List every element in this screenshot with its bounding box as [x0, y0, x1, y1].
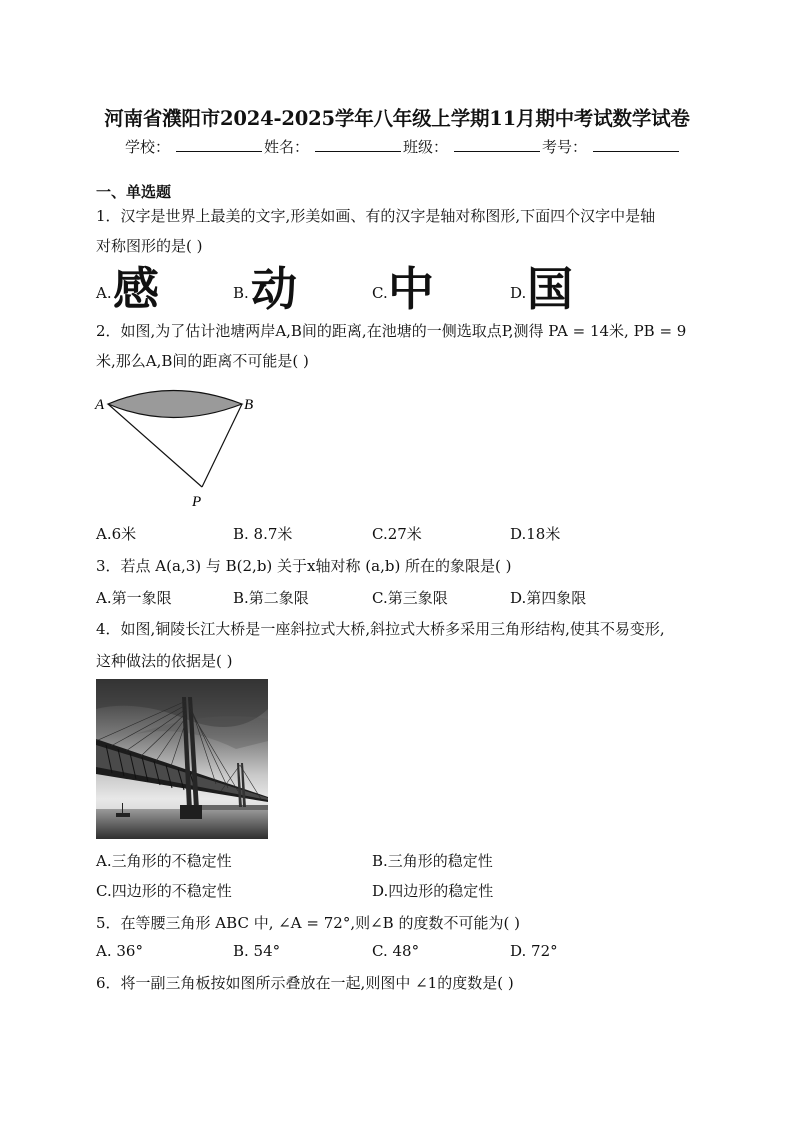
- page-title: 河南省濮阳市2024-2025学年八年级上学期11月期中考试数学试卷: [104, 107, 690, 130]
- pond-figure: [92, 385, 264, 513]
- q4-option-c: C.四边形的不稳定性: [96, 882, 232, 900]
- q1-option-c-char: 中: [388, 262, 434, 316]
- question-6-line-1: 6．将一副三角板按如图所示叠放在一起,则图中 ∠1的度数是( ): [96, 974, 514, 992]
- question-1-line-1: 1．汉字是世界上最美的文字,形美如画、有的汉字是轴对称图形,下面四个汉字中是轴: [96, 207, 656, 225]
- q3-option-c: C.第三象限: [372, 589, 448, 607]
- section-heading: 一、单选题: [96, 183, 172, 201]
- q2-option-b: B. 8.7米: [233, 525, 293, 543]
- point-p-label: P: [192, 494, 202, 510]
- number-label: 考号：: [542, 138, 588, 156]
- question-4-line-1: 4．如图,铜陵长江大桥是一座斜拉式大桥,斜拉式大桥多采用三角形结构,使其不易变形,: [96, 620, 665, 638]
- q5-option-a: A. 36°: [96, 942, 143, 960]
- q1-option-b-label: B.: [233, 284, 249, 302]
- q3-option-a: A.第一象限: [96, 589, 172, 607]
- q1-option-d-char: 国: [527, 262, 573, 316]
- q4-option-a: A.三角形的不稳定性: [96, 852, 232, 870]
- class-label: 班级：: [403, 138, 449, 156]
- q3-option-b: B.第二象限: [233, 589, 309, 607]
- bridge-photo: [96, 679, 268, 839]
- question-5-line-1: 5．在等腰三角形 ABC 中, ∠A = 72°,则∠B 的度数不可能为( ): [96, 914, 520, 932]
- q1-option-d-label: D.: [510, 284, 527, 302]
- name-blank: [315, 137, 401, 152]
- q4-option-b: B.三角形的稳定性: [372, 852, 493, 870]
- q2-option-d: D.18米: [510, 525, 561, 543]
- school-blank: [176, 137, 262, 152]
- point-a-label: A: [95, 397, 105, 413]
- q4-option-d: D.四边形的稳定性: [372, 882, 494, 900]
- q5-option-b: B. 54°: [233, 942, 281, 960]
- question-2-line-2: 米,那么A,B间的距离不可能是( ): [96, 352, 309, 370]
- name-label: 姓名：: [264, 138, 310, 156]
- q1-option-a-char: 感: [113, 262, 159, 316]
- question-2-line-1: 2．如图,为了估计池塘两岸A,B间的距离,在池塘的一侧选取点P,测得 PA = 14米, PB = 9: [96, 322, 687, 340]
- q2-option-a: A.6米: [96, 525, 137, 543]
- q1-option-c-label: C.: [372, 284, 388, 302]
- segment-pb: [202, 404, 242, 487]
- question-3-line-1: 3．若点 A(a,3) 与 B(2,b) 关于x轴对称 (a,b) 所在的象限是( ): [96, 557, 512, 575]
- q1-option-b-char: 动: [251, 262, 297, 316]
- school-label: 学校：: [125, 138, 171, 156]
- q1-option-a-label: A.: [96, 284, 112, 302]
- q5-option-c: C. 48°: [372, 942, 420, 960]
- question-4-line-2: 这种做法的依据是( ): [96, 652, 233, 670]
- class-blank: [454, 137, 540, 152]
- q2-option-c: C.27米: [372, 525, 422, 543]
- question-1-line-2: 对称图形的是( ): [96, 237, 203, 255]
- q3-option-d: D.第四象限: [510, 589, 587, 607]
- q5-option-d: D. 72°: [510, 942, 558, 960]
- pond-shape: [108, 391, 242, 418]
- number-blank: [593, 137, 679, 152]
- point-b-label: B: [244, 397, 254, 413]
- student-info-line: [125, 136, 681, 157]
